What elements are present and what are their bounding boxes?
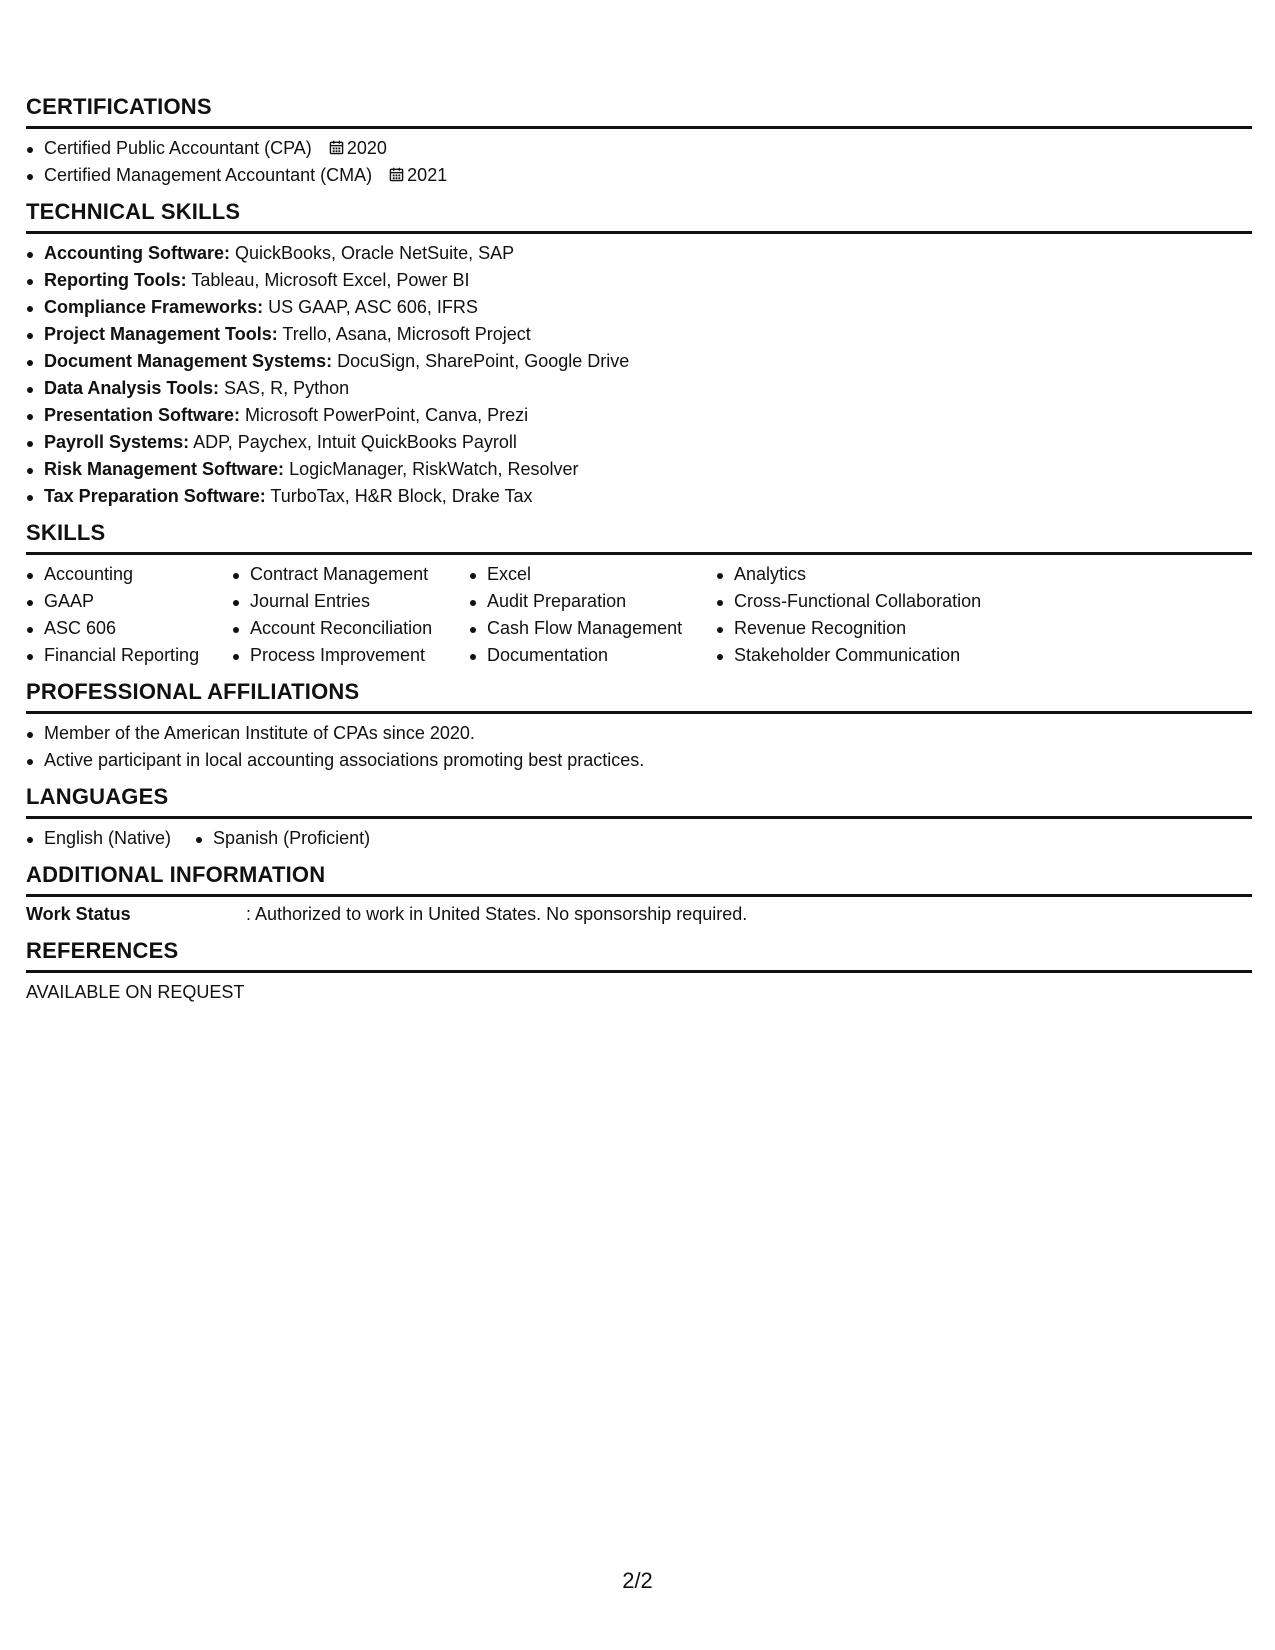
page-number: 2/2 (622, 1568, 653, 1593)
technical-skill-item (26, 429, 1252, 456)
skill-item: Cross-Functional Collaboration (716, 588, 1016, 615)
technical-skill-item (26, 267, 1252, 294)
technical-skills-list (26, 240, 1252, 510)
certification-name: Certified Management Accountant (CMA) (44, 165, 373, 185)
technical-skill-value: Trello, Asana, Microsoft Project (277, 324, 531, 344)
skill-item: Revenue Recognition (716, 615, 1016, 642)
certification-item (26, 135, 1252, 162)
technical-skill-value: TurboTax, H&R Block, Drake Tax (265, 486, 533, 506)
technical-skill-value: QuickBooks, Oracle NetSuite, SAP (230, 243, 515, 263)
affiliation-item: Member of the American Institute of CPAs since 2020. (26, 720, 1252, 747)
skills-grid (26, 561, 1252, 669)
section-title-references: REFERENCES (26, 938, 1252, 973)
section-title-certifications: CERTIFICATIONS (26, 94, 1252, 129)
skills-column (26, 561, 232, 669)
technical-skill-label: Reporting Tools: (44, 270, 187, 290)
technical-skill-label: Accounting Software: (44, 243, 231, 263)
certification-year: 2021 (407, 165, 448, 185)
technical-skill-value: Tableau, Microsoft Excel, Power BI (186, 270, 470, 290)
skill-item: Process Improvement (232, 642, 469, 669)
technical-skill-item (26, 294, 1252, 321)
technical-skill-value: Microsoft PowerPoint, Canva, Prezi (240, 405, 529, 425)
affiliations-list (26, 720, 1252, 774)
resume-page (26, 94, 1252, 1016)
technical-skill-item (26, 375, 1252, 402)
skill-item: Accounting (26, 561, 232, 588)
languages-section (26, 784, 1252, 852)
technical-skill-label: Payroll Systems: (44, 432, 190, 452)
skill-item: Journal Entries (232, 588, 469, 615)
technical-skill-value: SAS, R, Python (219, 378, 350, 398)
technical-skill-label: Compliance Frameworks: (44, 297, 264, 317)
technical-skill-item (26, 321, 1252, 348)
certification-name: Certified Public Accountant (CPA) (44, 138, 312, 158)
technical-skill-label: Tax Preparation Software: (44, 486, 266, 506)
technical-skill-label: Project Management Tools: (44, 324, 278, 344)
technical-skills-section (26, 199, 1252, 510)
section-title-technical-skills: TECHNICAL SKILLS (26, 199, 1252, 234)
skills-column (469, 561, 716, 669)
technical-skill-item (26, 348, 1252, 375)
language-item: English (Native) (26, 825, 171, 852)
technical-skill-value: LogicManager, RiskWatch, Resolver (284, 459, 579, 479)
calendar-icon (329, 140, 344, 155)
skill-item: ASC 606 (26, 615, 232, 642)
technical-skill-item (26, 483, 1252, 510)
affiliations-section (26, 679, 1252, 774)
references-text: AVAILABLE ON REQUEST (26, 982, 245, 1002)
work-status-row (26, 901, 1252, 928)
section-title-skills: SKILLS (26, 520, 1252, 555)
skill-item: Contract Management (232, 561, 469, 588)
section-title-additional-info: ADDITIONAL INFORMATION (26, 862, 1252, 897)
languages-list (26, 825, 1252, 852)
technical-skill-value: DocuSign, SharePoint, Google Drive (332, 351, 630, 371)
technical-skill-item (26, 456, 1252, 483)
technical-skill-label: Risk Management Software: (44, 459, 285, 479)
work-status-value: : Authorized to work in United States. No sponsorship required. (246, 904, 748, 924)
language-item: Spanish (Proficient) (195, 825, 370, 852)
affiliation-item: Active participant in local accounting associations promoting best practices. (26, 747, 1252, 774)
skills-column (232, 561, 469, 669)
additional-info-section (26, 862, 1252, 928)
calendar-icon (389, 167, 404, 182)
certification-item (26, 162, 1252, 189)
skill-item: Documentation (469, 642, 716, 669)
technical-skill-label: Document Management Systems: (44, 351, 333, 371)
technical-skill-item (26, 240, 1252, 267)
skill-item: Financial Reporting (26, 642, 232, 669)
technical-skill-label: Data Analysis Tools: (44, 378, 220, 398)
skill-item: Stakeholder Communication (716, 642, 1016, 669)
skill-item: Audit Preparation (469, 588, 716, 615)
section-title-languages: LANGUAGES (26, 784, 1252, 819)
technical-skill-value: US GAAP, ASC 606, IFRS (263, 297, 478, 317)
technical-skill-item (26, 402, 1252, 429)
certifications-list (26, 135, 1252, 189)
skills-column (716, 561, 1016, 669)
skill-item: Analytics (716, 561, 1016, 588)
work-status-label: Work Status (26, 904, 131, 924)
skill-item: Account Reconciliation (232, 615, 469, 642)
skills-section (26, 520, 1252, 669)
certification-year: 2020 (346, 138, 387, 158)
technical-skill-value: ADP, Paychex, Intuit QuickBooks Payroll (189, 432, 517, 452)
skill-item: Cash Flow Management (469, 615, 716, 642)
skill-item: Excel (469, 561, 716, 588)
technical-skill-label: Presentation Software: (44, 405, 241, 425)
certifications-section (26, 94, 1252, 189)
skill-item: GAAP (26, 588, 232, 615)
references-section (26, 938, 1252, 1006)
section-title-affiliations: PROFESSIONAL AFFILIATIONS (26, 679, 1252, 714)
